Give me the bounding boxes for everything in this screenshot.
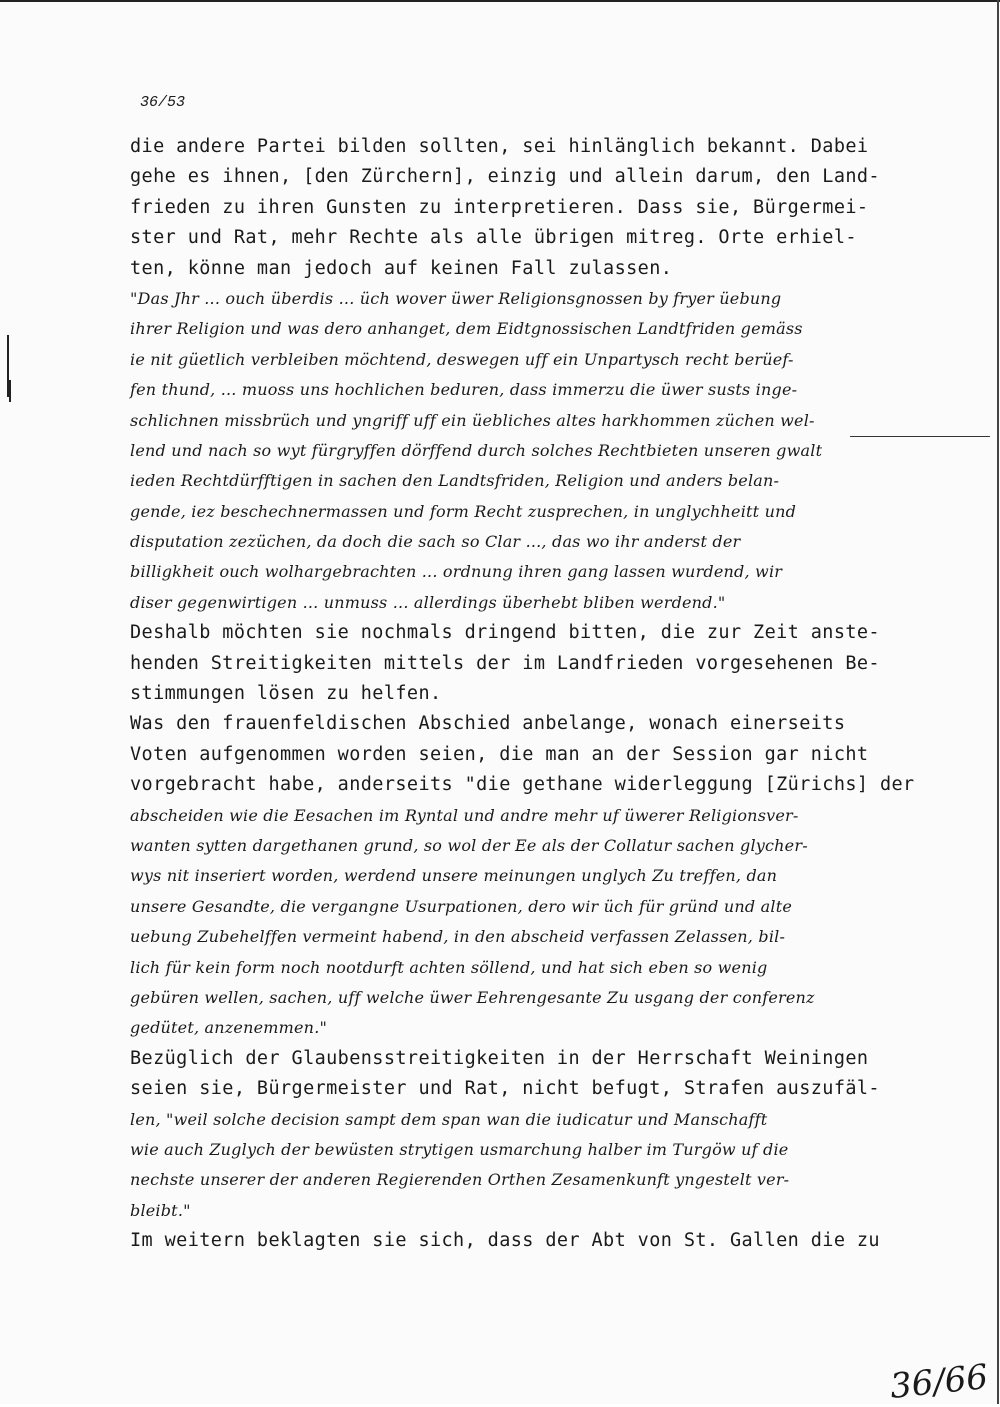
quoted-line: gebüren wellen, sachen, uff welche üwer Eehrengesante Zu usgang der conferenz (130, 987, 815, 1007)
text-line: frieden zu ihren Gunsten zu interpretieren. Dass sie, Bürgermei- (130, 196, 869, 218)
text-line: Im weitern beklagten sie sich, dass der Abt von St. Gallen die zu (130, 1230, 880, 1252)
quoted-line: unsere Gesandte, die vergangne Usurpationen, dero wir üch für gründ und alte (130, 896, 792, 916)
quoted-line: ihrer Religion und was dero anhanget, dem Eidtgnossischen Landtfriden gemäss (130, 319, 803, 339)
text-line: Bezüglich der Glaubensstreitigkeiten in der Herrschaft Weiningen (130, 1047, 869, 1069)
quoted-line: wys nit inseriert worden, werdend unsere meinungen unglych Zu treffen, dan (130, 866, 778, 886)
body-text (130, 132, 930, 1256)
text-line: vorgebracht habe, anderseits "die gethane widerleggung [Zürichs] der (130, 774, 915, 796)
quoted-line: "Das Jhr ... ouch überdis ... üch wover üwer Religionsgnossen by fryer üebung (130, 288, 782, 308)
quoted-line: wanten sytten dargethanen grund, so wol der Ee als der Collatur sachen glycher- (130, 835, 808, 855)
quoted-line: gedütet, anzenemmen." (130, 1018, 328, 1038)
text-line: gehe es ihnen, [den Zürchern], einzig und allein darum, den Land- (130, 166, 880, 188)
quoted-line: gende, iez beschechnermassen und form Recht zusprechen, in unglychheitt und (130, 501, 797, 521)
quoted-line: fen thund, ... muoss uns hochlichen beduren, dass immerzu die üwer susts inge- (130, 380, 798, 400)
quoted-line: abscheiden wie die Eesachen im Ryntal und andre mehr uf üwerer Religionsver- (130, 805, 799, 825)
text-line: die andere Partei bilden sollten, sei hinlänglich bekannt. Dabei (130, 136, 869, 157)
text-line: henden Streitigkeiten mittels der im Landfrieden vorgesehenen Be- (130, 652, 880, 674)
quoted-line: nechste unserer der anderen Regierenden Orthen Zesamenkunft yngestelt ver- (130, 1170, 790, 1190)
quoted-line: lich für kein form noch nootdurft achten söllend, und hat sich eben so wenig (130, 957, 768, 977)
quoted-line: diser gegenwirtigen ... unmuss ... allerdings überhebt bliben werdend." (130, 592, 726, 612)
text-line: seien sie, Bürgermeister und Rat, nicht befugt, Strafen auszufäl- (130, 1078, 880, 1100)
quoted-line: wie auch Zuglych der bewüsten strytigen usmarchung halber im Turgöw uf die (130, 1139, 789, 1159)
text-line: Was den frauenfeldischen Abschied anbelange, wonach einerseits (130, 713, 846, 735)
text-line: ster und Rat, mehr Rechte als alle übrigen mitreg. Orte erhiel- (130, 227, 857, 249)
margin-mark-tick (9, 380, 11, 402)
quoted-line: bleibt." (130, 1200, 191, 1220)
quoted-line: disputation zezüchen, da doch die sach so Clar ..., das wo ihr anderst der (130, 532, 741, 552)
quoted-line: schlichnen missbrüch und yngriff uff ein üebliches altes harkhommen züchen wel- (130, 410, 815, 430)
quoted-line: lend und nach so wyt fürgryffen dörffend durch solches Rechtbieten unseren gwalt (130, 440, 823, 460)
text-line: Deshalb möchten sie nochmals dringend bitten, die zur Zeit anste- (130, 622, 880, 644)
quoted-line: ie nit güetlich verbleiben möchtend, deswegen uff ein Unpartysch recht berüef- (130, 349, 794, 369)
page-number: 36/53 (140, 94, 186, 111)
right-edge-line (997, 0, 999, 1404)
quoted-line: ieden Rechtdürfftigen in sachen den Landtsfriden, Religion und anders belan- (130, 471, 780, 491)
text-line: Voten aufgenommen worden seien, die man an der Session gar nicht (130, 743, 869, 765)
text-line: stimmungen lösen zu helfen. (130, 683, 442, 705)
text-line: ten, könne man jedoch auf keinen Fall zulassen. (130, 257, 673, 279)
quoted-line: uebung Zubehelffen vermeint habend, in den abscheid verfassen Zelassen, bil- (130, 927, 786, 947)
quoted-line: len, "weil solche decision sampt dem span wan die iudicatur und Manschafft (130, 1109, 768, 1129)
quoted-line: billigkheit ouch wolhargebrachten ... ordnung ihren gang lassen wurdend, wir (130, 562, 783, 582)
handwritten-page-number: 36/66 (888, 1356, 990, 1407)
top-edge-line (0, 0, 1000, 2)
